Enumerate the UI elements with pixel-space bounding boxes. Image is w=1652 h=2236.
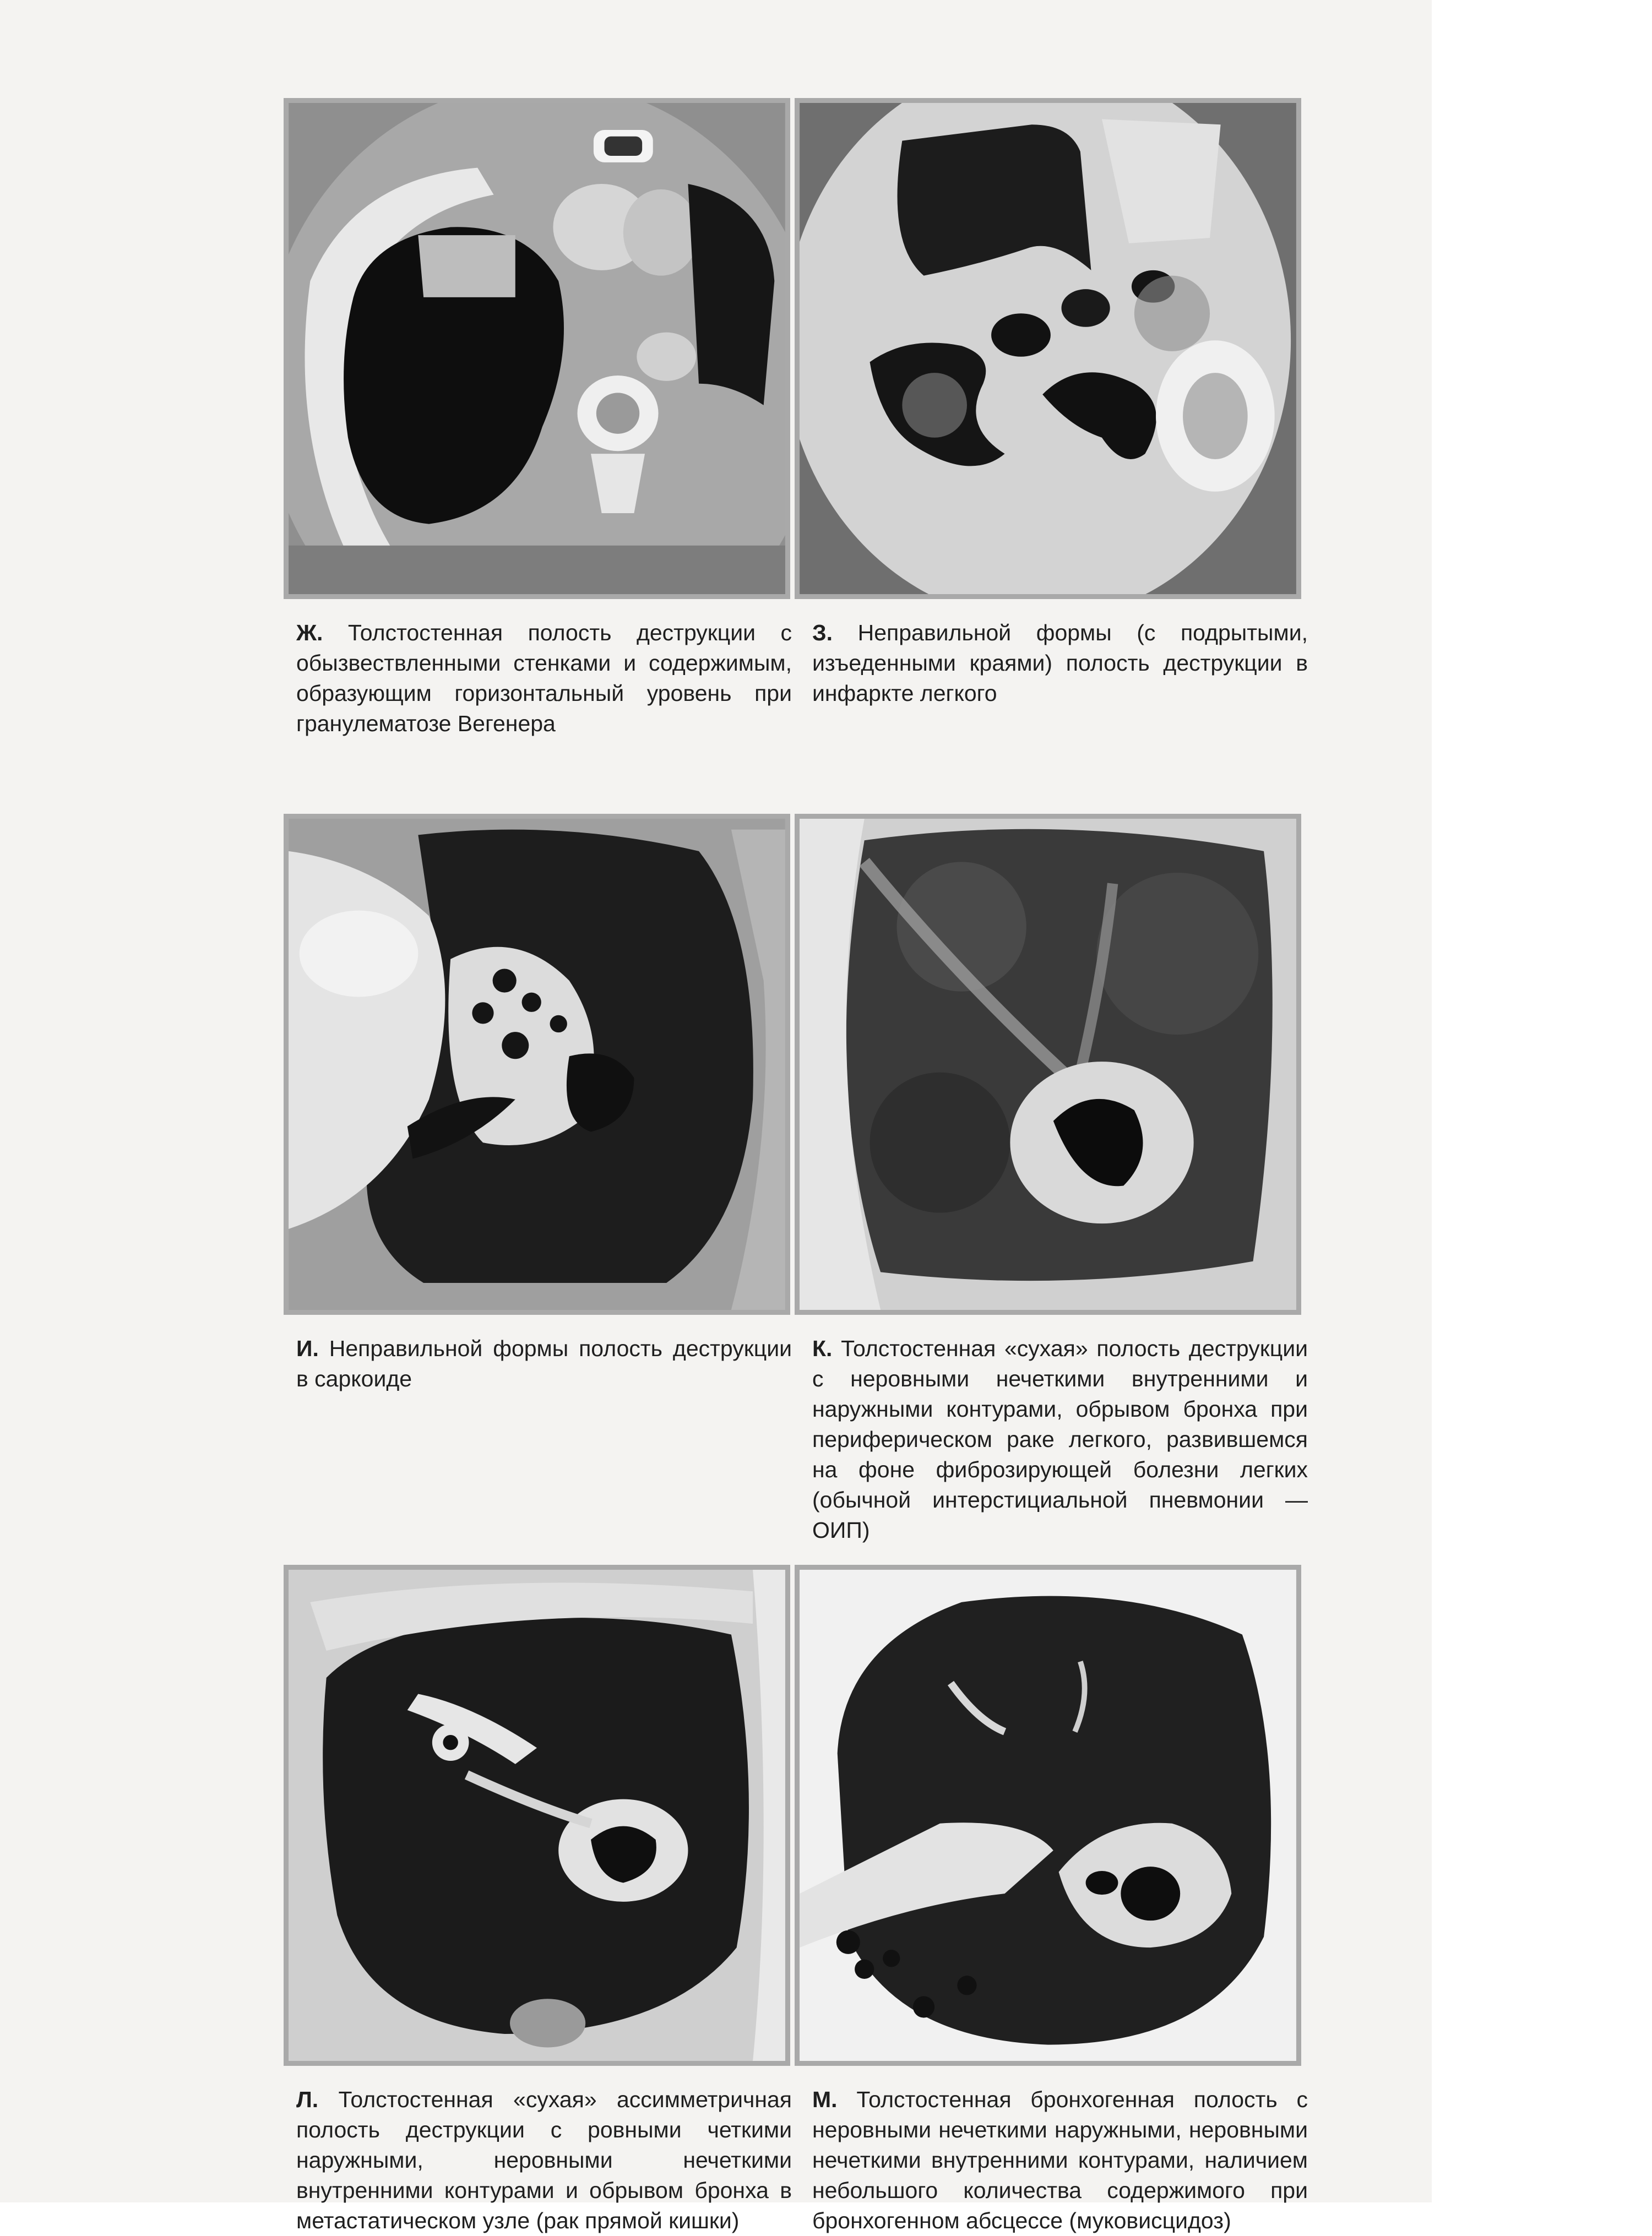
caption-zh (296, 618, 792, 739)
caption-text: Толстостенная «сухая» ассимметричная полость деструкции с ровными четкими наружными, неровными нечеткими внутренними контурами и обрывом бронха в метастатическом узле (рак прямой кишки) (296, 2087, 792, 2233)
caption-letter: Л. (296, 2087, 319, 2112)
caption-k (812, 1334, 1308, 1546)
caption-text: Толстостенная бронхогенная полость с неровными нечеткими наружными, неровными нечеткими внутренними контурами, наличием небольшого количества содержимого при бронхогенном абсцессе (муковисцидоз) (812, 2087, 1308, 2233)
caption-i (296, 1334, 792, 1394)
ct-image-z (795, 98, 1301, 599)
ct-image-l (284, 1565, 790, 2066)
caption-letter: З. (812, 620, 833, 645)
caption-text: Неправильной формы (с подрытыми, изъеденными краями) полость деструкции в инфаркте легкого (812, 620, 1308, 706)
caption-letter: Ж. (296, 620, 323, 645)
caption-letter: К. (812, 1336, 833, 1361)
caption-m (812, 2085, 1308, 2236)
ct-scan-wegener-cavity (289, 103, 785, 594)
caption-text: Толстостенная полость деструкции с обызвествленными стенками и содержимым, образующим горизонтальный уровень при гранулематозе Вегенера (296, 620, 792, 736)
ct-scan-metastatic-cavity (289, 1570, 785, 2061)
caption-l (296, 2085, 792, 2236)
ct-image-k (795, 814, 1301, 1315)
caption-text: Неправильной формы полость деструкции в саркоиде (296, 1336, 792, 1391)
ct-image-m (795, 1565, 1301, 2066)
ct-scan-peripheral-cancer-cavity (800, 819, 1296, 1310)
page-margin (1432, 0, 1652, 2202)
caption-text: Толстостенная «сухая» полость деструкции с неровными нечеткими внутренними и наружными контурами, обрывом бронха при периферическом раке легкого, развившемся на фоне фиброзирующей болезни легких (обычной интерстициальной пневмонии — ОИП) (812, 1336, 1308, 1543)
ct-image-i (284, 814, 790, 1315)
ct-image-zh (284, 98, 790, 599)
ct-scan-sarcoid-cavity (289, 819, 785, 1310)
caption-letter: И. (296, 1336, 319, 1361)
caption-z (812, 618, 1308, 709)
ct-scan-bronchogenic-abscess (800, 1570, 1296, 2061)
caption-letter: М. (812, 2087, 838, 2112)
ct-scan-infarct-cavity (800, 103, 1296, 594)
